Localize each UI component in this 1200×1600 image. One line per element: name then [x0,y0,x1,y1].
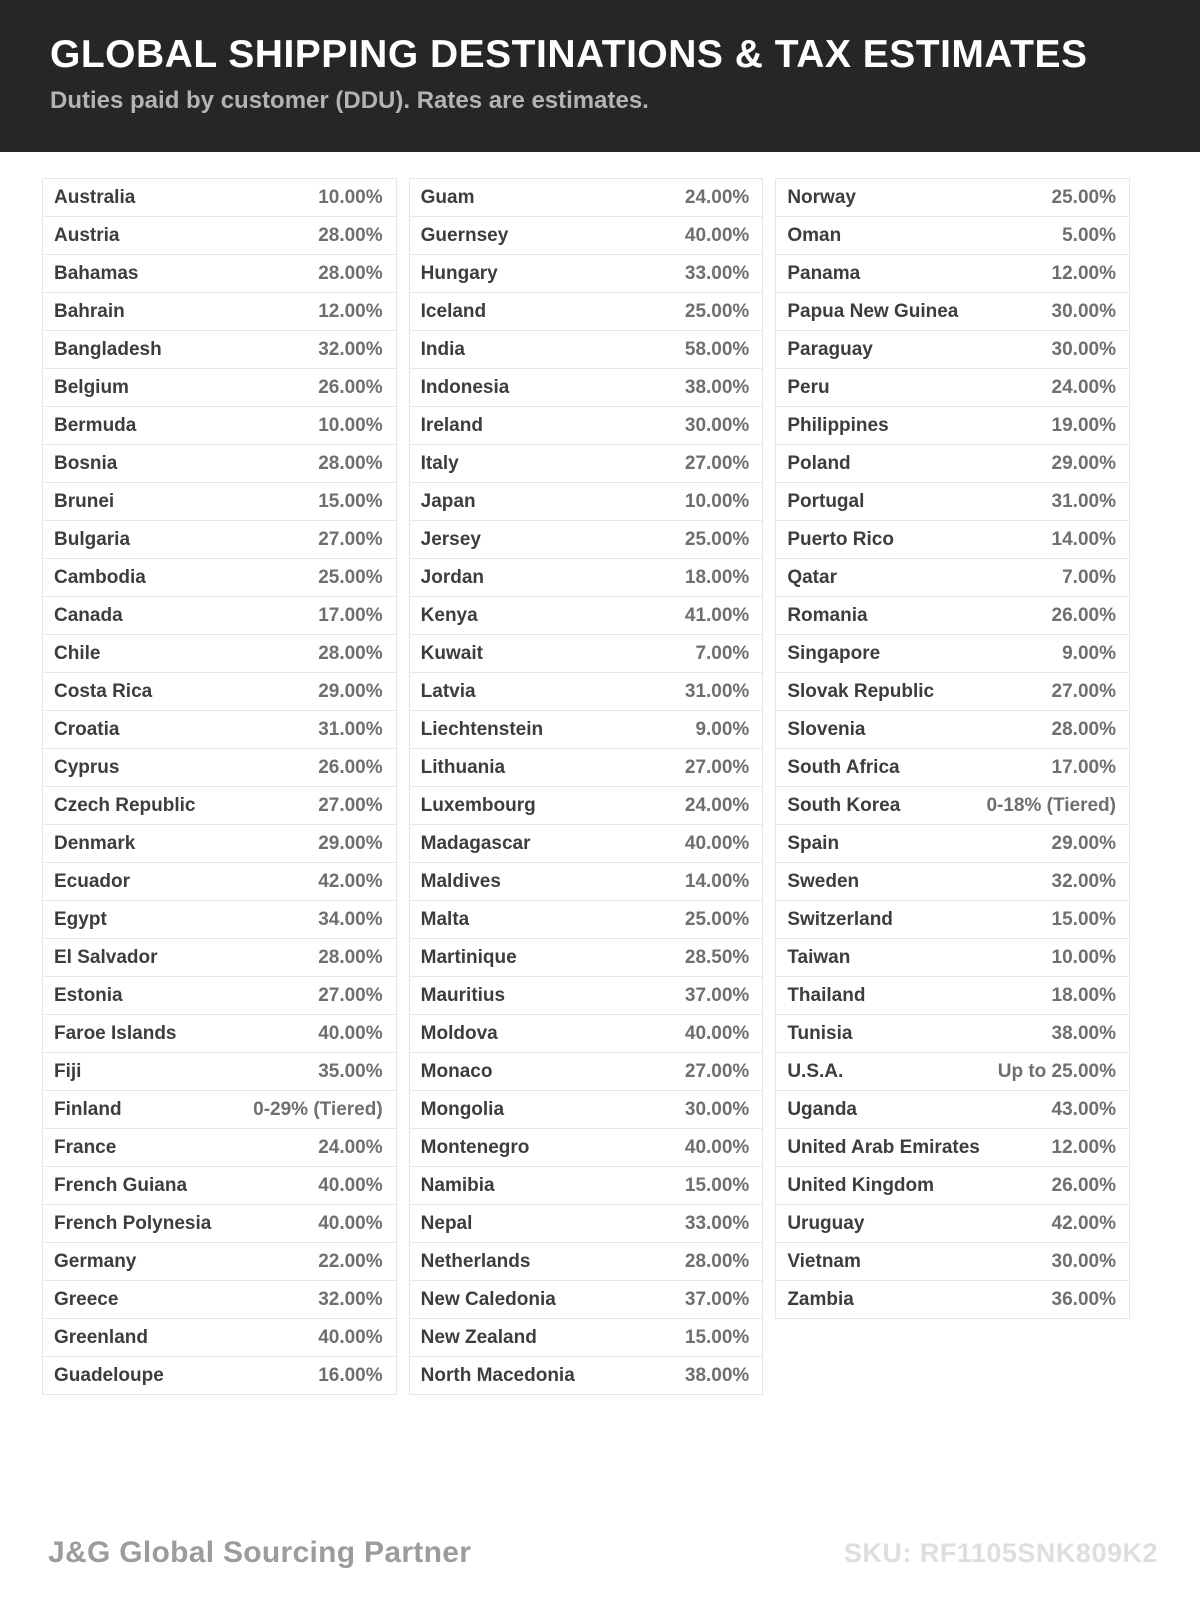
tax-rate: 14.00% [684,870,750,892]
tax-rate: 36.00% [1051,1288,1116,1310]
country-name: Luxembourg [420,794,536,816]
country-name: Zambia [787,1288,854,1310]
table-row [775,406,1130,445]
tax-rate: 27.00% [1051,680,1116,702]
tax-rate: 17.00% [1051,756,1116,778]
tax-rate: 33.00% [684,1212,750,1234]
table-row [42,178,397,217]
table-row [775,1204,1130,1243]
tax-rate: 12.00% [318,300,383,322]
tax-rate: 30.00% [1051,300,1116,322]
table-row [42,862,397,901]
table-row [42,1014,397,1053]
table-row [42,330,397,369]
country-name: Guernsey [420,224,509,246]
country-name: Guadeloupe [54,1364,164,1386]
tax-rate: 25.00% [1051,186,1116,208]
table-row [775,254,1130,293]
page-header [0,0,1200,152]
tax-rate: 28.00% [318,262,383,284]
country-name: Tunisia [787,1022,853,1044]
tax-rate: 24.00% [684,794,750,816]
country-name: Fiji [54,1060,82,1082]
tax-rate: 31.00% [684,680,750,702]
tax-rate: 18.00% [684,566,750,588]
table-row [775,216,1130,255]
country-name: El Salvador [54,946,158,968]
table-row [42,1128,397,1167]
table-row [42,292,397,331]
table-row [775,520,1130,559]
tax-rate: 42.00% [318,870,383,892]
country-name: Uruguay [787,1212,865,1234]
table-row [775,330,1130,369]
tax-rate: 10.00% [1051,946,1116,968]
country-name: Sweden [787,870,860,892]
table-row [42,1052,397,1091]
country-name: United Kingdom [787,1174,935,1196]
table-row [409,178,764,217]
table-row [42,672,397,711]
table-row [775,482,1130,521]
rates-column [409,178,764,1395]
country-name: Chile [54,642,101,664]
table-row [775,1052,1130,1091]
table-row [42,710,397,749]
table-row [775,558,1130,597]
tax-rate: 31.00% [1051,490,1116,512]
table-row [409,710,764,749]
tax-rate: 41.00% [684,604,750,626]
country-name: French Guiana [54,1174,188,1196]
country-name: Uganda [787,1098,858,1120]
country-name: Poland [787,452,851,474]
country-name: Lithuania [420,756,506,778]
country-name: Jordan [420,566,485,588]
country-name: Bahamas [54,262,139,284]
table-row [409,330,764,369]
tax-rate: 5.00% [1062,224,1116,246]
country-name: Australia [54,186,136,208]
country-name: Monaco [420,1060,493,1082]
tax-rate: 29.00% [1051,452,1116,474]
country-name: Latvia [420,680,476,702]
table-row [775,938,1130,977]
table-row [409,1166,764,1205]
country-name: Ecuador [54,870,131,892]
tax-rate: 25.00% [318,566,383,588]
country-name: Romania [787,604,868,626]
tax-rate: 9.00% [1062,642,1116,664]
country-name: Denmark [54,832,136,854]
table-row [775,292,1130,331]
table-row [409,406,764,445]
page-subtitle: Duties paid by customer (DDU). Rates are estimates. [50,86,649,114]
table-row [409,1242,764,1281]
table-row [775,824,1130,863]
table-row [409,254,764,293]
tax-rate: 33.00% [684,262,750,284]
table-row [775,368,1130,407]
table-row [42,482,397,521]
table-row [409,216,764,255]
country-name: Kuwait [420,642,483,664]
country-name: South Korea [787,794,901,816]
table-row [42,1242,397,1281]
table-row [409,786,764,825]
tax-rate: 24.00% [1051,376,1116,398]
tax-rate: 40.00% [684,224,750,246]
tax-rate: 28.00% [1051,718,1116,740]
table-row [409,672,764,711]
table-row [409,862,764,901]
tax-rate: 10.00% [318,414,383,436]
tax-rate: 28.00% [318,642,383,664]
tax-rate: 38.00% [684,1364,750,1386]
tax-rate: 30.00% [1051,338,1116,360]
table-row [42,938,397,977]
table-row [409,976,764,1015]
country-name: Montenegro [420,1136,530,1158]
tax-rate: 34.00% [318,908,383,930]
rates-column [42,178,397,1395]
country-name: Mauritius [420,984,506,1006]
table-row [409,748,764,787]
table-row [42,1090,397,1129]
tax-rate: 0-29% (Tiered) [253,1098,383,1120]
country-name: Italy [420,452,459,474]
country-name: Liechtenstein [420,718,544,740]
tax-rate: 40.00% [318,1174,383,1196]
country-name: New Zealand [420,1326,537,1348]
country-name: Bermuda [54,414,137,436]
country-name: U.S.A. [787,1060,844,1082]
tax-rate: 29.00% [318,680,383,702]
tax-rate: 27.00% [318,984,383,1006]
table-row [42,976,397,1015]
table-row [775,444,1130,483]
table-row [409,1204,764,1243]
table-row [42,1356,397,1395]
tax-rate: Up to 25.00% [997,1060,1116,1082]
table-row [775,710,1130,749]
table-row [409,520,764,559]
tax-rate: 27.00% [684,452,750,474]
tax-rate: 26.00% [318,376,383,398]
country-name: Kenya [420,604,478,626]
table-row [409,1280,764,1319]
tax-rate: 58.00% [684,338,750,360]
table-row [775,178,1130,217]
table-row [409,900,764,939]
country-name: Slovak Republic [787,680,935,702]
tax-rate: 30.00% [684,1098,750,1120]
tax-rate: 29.00% [1051,832,1116,854]
table-row [409,558,764,597]
table-row [409,1090,764,1129]
table-row [42,368,397,407]
tax-rate: 30.00% [1051,1250,1116,1272]
country-name: Costa Rica [54,680,153,702]
brand-name: J&G Global Sourcing Partner [48,1536,472,1569]
tax-rate: 28.00% [318,224,383,246]
table-row [42,444,397,483]
country-name: Greece [54,1288,119,1310]
rates-table-grid [42,178,1130,1395]
tax-rate: 7.00% [1062,566,1116,588]
table-row [775,748,1130,787]
country-name: North Macedonia [420,1364,575,1386]
country-name: French Polynesia [54,1212,212,1234]
country-name: Maldives [420,870,501,892]
country-name: Spain [787,832,840,854]
sku-label: SKU: RF1105SNK809K2 [843,1538,1158,1568]
table-row [42,1166,397,1205]
tax-rate: 17.00% [318,604,383,626]
country-name: Germany [54,1250,137,1272]
table-row [42,786,397,825]
country-name: Austria [54,224,120,246]
tax-rate: 40.00% [318,1022,383,1044]
table-row [409,1356,764,1395]
country-name: Peru [787,376,830,398]
table-row [409,292,764,331]
table-row [42,900,397,939]
table-row [775,672,1130,711]
country-name: Thailand [787,984,866,1006]
tax-rate: 16.00% [318,1364,383,1386]
country-name: Croatia [54,718,120,740]
country-name: New Caledonia [420,1288,556,1310]
tax-rate: 27.00% [684,756,750,778]
tax-rate: 15.00% [684,1174,750,1196]
tax-rate: 38.00% [1051,1022,1116,1044]
tax-rate: 40.00% [318,1212,383,1234]
tax-rate: 32.00% [318,338,383,360]
country-name: Brunei [54,490,115,512]
tax-rate: 42.00% [1051,1212,1116,1234]
tax-rate: 28.50% [684,946,750,968]
page-title: GLOBAL SHIPPING DESTINATIONS & TAX ESTIMATES [50,33,1088,77]
table-row [42,558,397,597]
country-name: Philippines [787,414,889,436]
tax-rate: 27.00% [684,1060,750,1082]
table-row [775,1090,1130,1129]
country-name: United Arab Emirates [787,1136,980,1158]
table-row [409,482,764,521]
tax-rate: 12.00% [1051,262,1116,284]
tax-rate: 32.00% [318,1288,383,1310]
table-row [775,1280,1130,1319]
country-name: Egypt [54,908,107,930]
tax-rate: 40.00% [318,1326,383,1348]
tax-rate: 29.00% [318,832,383,854]
tax-rate: 26.00% [1051,604,1116,626]
tax-rate: 28.00% [318,946,383,968]
tax-rate: 25.00% [684,528,750,550]
tax-rate: 15.00% [318,490,383,512]
country-name: India [420,338,465,360]
tax-rate: 27.00% [318,794,383,816]
table-row [775,596,1130,635]
tax-rate: 35.00% [318,1060,383,1082]
table-row [775,976,1130,1015]
country-name: Bangladesh [54,338,162,360]
country-name: Jersey [420,528,481,550]
page-footer [48,1536,1158,1570]
tax-rate: 43.00% [1051,1098,1116,1120]
country-name: Moldova [420,1022,498,1044]
table-row [409,1128,764,1167]
country-name: Switzerland [787,908,893,930]
table-row [42,520,397,559]
country-name: Paraguay [787,338,873,360]
tax-rate: 31.00% [318,718,383,740]
tax-rate: 0-18% (Tiered) [986,794,1116,816]
tax-rate: 25.00% [684,908,750,930]
tax-rate: 7.00% [695,642,750,664]
country-name: Papua New Guinea [787,300,959,322]
country-name: Ireland [420,414,483,436]
country-name: Bosnia [54,452,118,474]
country-name: Faroe Islands [54,1022,177,1044]
tax-rate: 28.00% [684,1250,750,1272]
table-row [775,1242,1130,1281]
table-row [775,634,1130,673]
tax-rate: 32.00% [1051,870,1116,892]
country-name: Belgium [54,376,129,398]
country-name: Slovenia [787,718,866,740]
country-name: Singapore [787,642,881,664]
country-name: Madagascar [420,832,531,854]
tax-rate: 14.00% [1051,528,1116,550]
tax-rate: 40.00% [684,1136,750,1158]
country-name: Czech Republic [54,794,196,816]
country-name: Guam [420,186,475,208]
table-row [42,596,397,635]
country-name: Netherlands [420,1250,531,1272]
country-name: Portugal [787,490,865,512]
tax-rate: 25.00% [684,300,750,322]
table-row [42,1280,397,1319]
country-name: Norway [787,186,856,208]
table-row [409,1318,764,1357]
country-name: Malta [420,908,470,930]
table-row [42,406,397,445]
country-name: Nepal [420,1212,473,1234]
table-row [42,824,397,863]
country-name: Panama [787,262,861,284]
tax-rate: 10.00% [684,490,750,512]
tax-rate: 10.00% [318,186,383,208]
tax-rate: 24.00% [684,186,750,208]
table-row [775,1014,1130,1053]
country-name: Hungary [420,262,498,284]
table-row [409,1014,764,1053]
table-row [409,444,764,483]
table-row [42,254,397,293]
country-name: Namibia [420,1174,495,1196]
table-row [409,634,764,673]
tax-rate: 19.00% [1051,414,1116,436]
table-row [409,938,764,977]
tax-rate: 37.00% [684,984,750,1006]
country-name: Iceland [420,300,487,322]
table-row [409,596,764,635]
tax-rate: 40.00% [684,1022,750,1044]
country-name: South Africa [787,756,900,778]
country-name: Mongolia [420,1098,505,1120]
table-row [42,1318,397,1357]
country-name: Taiwan [787,946,851,968]
table-row [775,1128,1130,1167]
rates-column [775,178,1130,1319]
country-name: Qatar [787,566,837,588]
table-row [42,216,397,255]
country-name: Puerto Rico [787,528,894,550]
country-name: Bulgaria [54,528,131,550]
table-row [42,634,397,673]
table-row [409,1052,764,1091]
tax-rate: 40.00% [684,832,750,854]
country-name: Indonesia [420,376,510,398]
tax-rate: 22.00% [318,1250,383,1272]
tax-rate: 15.00% [1051,908,1116,930]
tax-rate: 30.00% [684,414,750,436]
table-row [775,786,1130,825]
table-row [775,900,1130,939]
country-name: Estonia [54,984,123,1006]
tax-rate: 38.00% [684,376,750,398]
country-name: Greenland [54,1326,148,1348]
country-name: Japan [420,490,476,512]
tax-rate: 12.00% [1051,1136,1116,1158]
table-row [775,862,1130,901]
country-name: Bahrain [54,300,125,322]
country-name: Canada [54,604,123,626]
table-row [42,748,397,787]
table-row [42,1204,397,1243]
country-name: Oman [787,224,842,246]
table-row [775,1166,1130,1205]
country-name: Cambodia [54,566,146,588]
tax-rate: 37.00% [684,1288,750,1310]
tax-rate: 9.00% [695,718,750,740]
table-row [409,824,764,863]
tax-rate: 26.00% [318,756,383,778]
country-name: Martinique [420,946,517,968]
country-name: Cyprus [54,756,120,778]
country-name: Finland [54,1098,122,1120]
tax-rate: 27.00% [318,528,383,550]
tax-rate: 18.00% [1051,984,1116,1006]
tax-rate: 28.00% [318,452,383,474]
country-name: Vietnam [787,1250,861,1272]
tax-rate: 15.00% [684,1326,750,1348]
country-name: France [54,1136,117,1158]
table-row [409,368,764,407]
tax-rate: 24.00% [318,1136,383,1158]
tax-rate: 26.00% [1051,1174,1116,1196]
